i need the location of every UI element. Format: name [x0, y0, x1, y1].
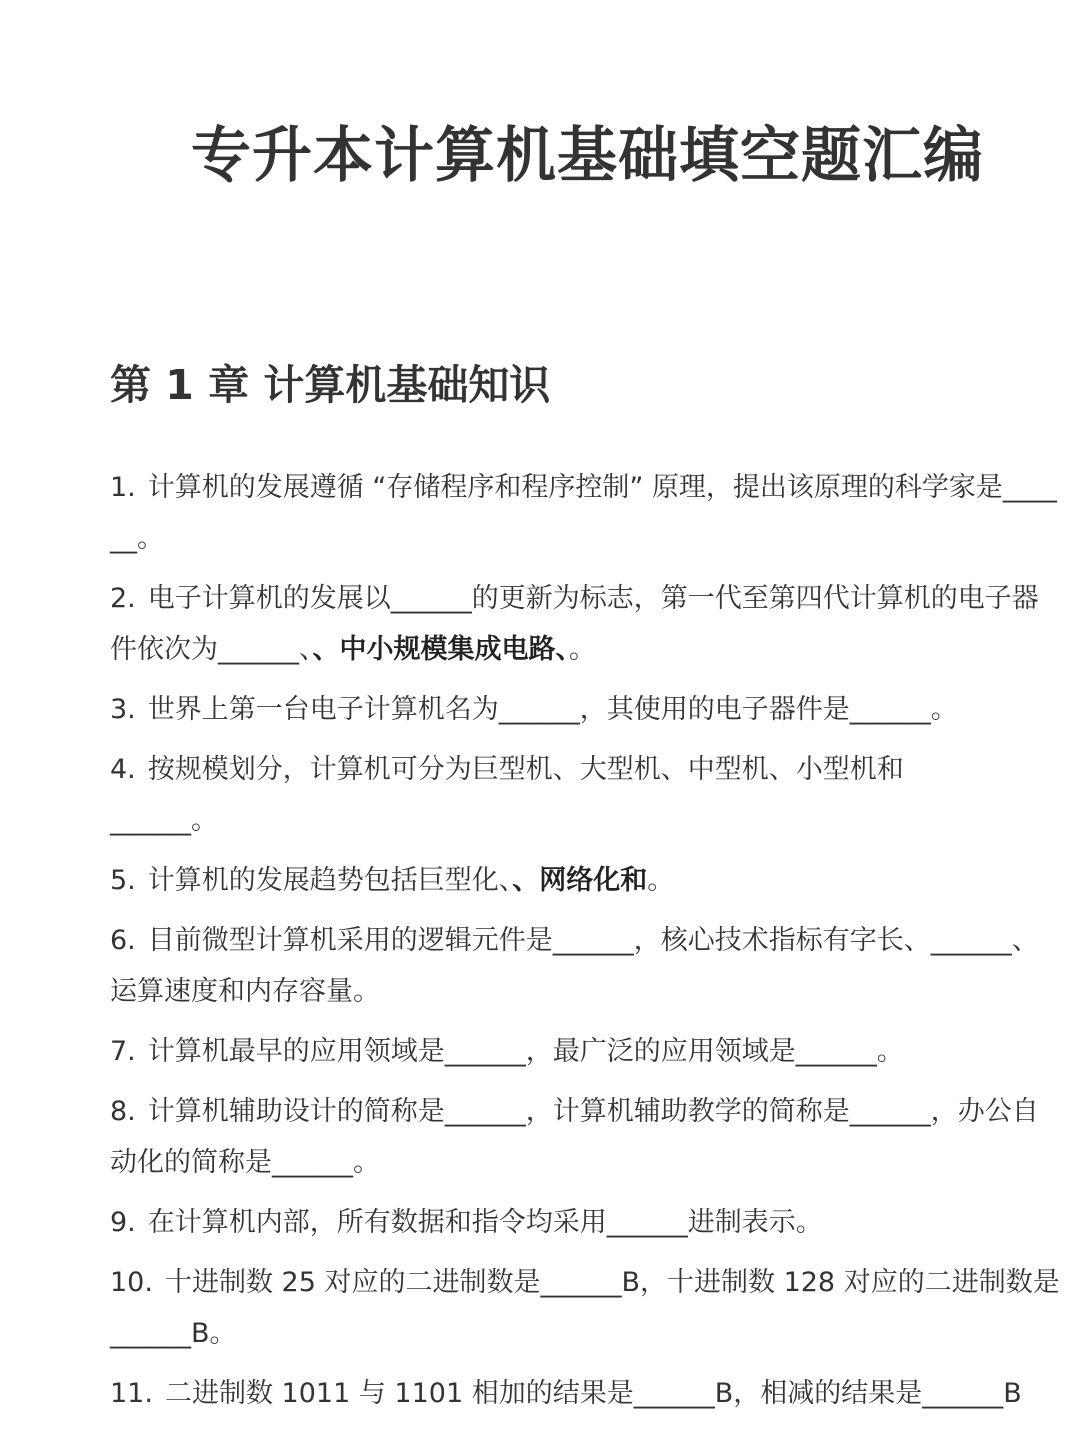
question-text: 计算机辅助设计的简称是______，计算机辅助教学的简称是______，办公自动化的简称是______。 — [110, 1096, 1039, 1178]
question-8 — [110, 1086, 1065, 1188]
question-10 — [110, 1257, 1065, 1359]
question-tail: 。 — [647, 865, 675, 896]
question-text: 电子计算机的发展以______的更新为标志，第一代至第四代计算机的电子器件依次为______、 — [110, 583, 1039, 665]
question-number: 8. — [110, 1096, 136, 1127]
question-number: 10. — [110, 1267, 153, 1298]
question-bold-text: 、中小规模集成电路、 — [312, 634, 569, 665]
question-text: 世界上第一台电子计算机名为______，其使用的电子器件是______。 — [147, 694, 958, 725]
question-7 — [110, 1026, 1065, 1077]
question-bold-text: 、网络化和 — [512, 865, 648, 896]
question-4 — [110, 744, 1065, 846]
question-number: 7. — [110, 1036, 136, 1067]
question-1 — [110, 462, 1065, 564]
question-number: 11. — [110, 1378, 153, 1409]
question-3 — [110, 684, 1065, 735]
question-number: 2. — [110, 583, 136, 614]
question-number: 4. — [110, 754, 136, 785]
question-number: 3. — [110, 694, 136, 725]
question-text: 目前微型计算机采用的逻辑元件是______，核心技术指标有字长、______、运算速度和内存容量。 — [110, 925, 1039, 1007]
question-text: 计算机最早的应用领域是______，最广泛的应用领域是______。 — [147, 1036, 904, 1067]
question-6 — [110, 915, 1065, 1017]
question-text: 在计算机内部，所有数据和指令均采用______进制表示。 — [147, 1207, 823, 1238]
question-number: 5. — [110, 865, 136, 896]
question-number: 9. — [110, 1207, 136, 1238]
question-text: 十进制数 25 对应的二进制数是______B，十进制数 128 对应的二进制数是______B。 — [110, 1267, 1060, 1349]
question-5 — [110, 855, 1065, 906]
question-text-line2: ______。 — [110, 805, 218, 836]
question-number: 6. — [110, 925, 136, 956]
chapter-heading: 第 1 章 计算机基础知识 — [110, 361, 551, 409]
question-text: 二进制数 1011 与 1101 相加的结果是______B，相减的结果是______B — [164, 1378, 1022, 1409]
question-text: 计算机的发展遵循 “存储程序和程序控制” 原理，提出该原理的科学家是______。 — [110, 472, 1057, 554]
question-list — [110, 462, 1065, 1428]
question-tail: 。 — [569, 634, 596, 665]
question-text: 按规模划分，计算机可分为巨型机、大型机、中型机、小型机和 — [147, 754, 904, 785]
question-number: 1. — [110, 472, 136, 503]
question-11 — [110, 1368, 1065, 1419]
document-title: 专升本计算机基础填空题汇编 — [191, 121, 984, 191]
question-9 — [110, 1197, 1065, 1248]
question-2 — [110, 573, 1065, 675]
question-text: 计算机的发展趋势包括巨型化、 — [147, 865, 513, 896]
